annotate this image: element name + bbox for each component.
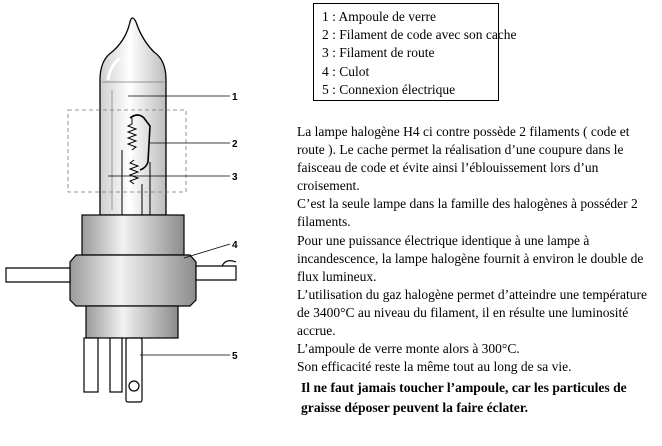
description-paragraph: La lampe halogène H4 ci contre possède 2 filaments ( code et route ). Le cache permet la réalisation d’une coupure dans le faisceau de code et évite ainsi l’éblouissement lors d’un croisement. <box>297 124 630 194</box>
callout-2: 2 <box>232 139 238 150</box>
callout-4: 4 <box>232 240 238 251</box>
lamp-base <box>6 215 236 338</box>
legend-item: 3 : Filament de route <box>322 45 435 61</box>
description-paragraph: Pour une puissance électrique identique à une lampe à incandescence, la lampe halogène fournit à environ le double de flux lumineux. <box>297 232 644 284</box>
electrical-pins <box>84 338 142 402</box>
legend-box <box>313 3 517 101</box>
description-paragraph: L’utilisation du gaz halogène permet d’atteindre une température de 3400°C au niveau du filament, il en résulte une luminosité accrue. <box>297 286 647 339</box>
callout-3: 3 <box>232 172 238 183</box>
description <box>297 123 659 418</box>
description-paragraph: Son efficacité reste la même tout au long de sa vie. <box>297 359 572 375</box>
legend-item: 2 : Filament de code avec son cache <box>322 27 517 43</box>
legend-item: 4 : Culot <box>322 63 370 79</box>
warning-text: Il ne faut jamais toucher l’ampoule, car les particules de graisse déposer peuvent la faire éclater. <box>301 380 627 415</box>
description-paragraph: C’est la seule lampe dans la famille des halogènes à posséder 2 filaments. <box>297 196 638 230</box>
h4-lamp-diagram <box>0 0 290 446</box>
callout-5: 5 <box>232 351 238 362</box>
legend-item: 1 : Ampoule de verre <box>322 9 436 24</box>
description-paragraph: L’ampoule de verre monte alors à 300°C. <box>297 341 520 357</box>
callout-1: 1 <box>232 92 238 103</box>
legend-item: 5 : Connexion électrique <box>322 81 456 97</box>
